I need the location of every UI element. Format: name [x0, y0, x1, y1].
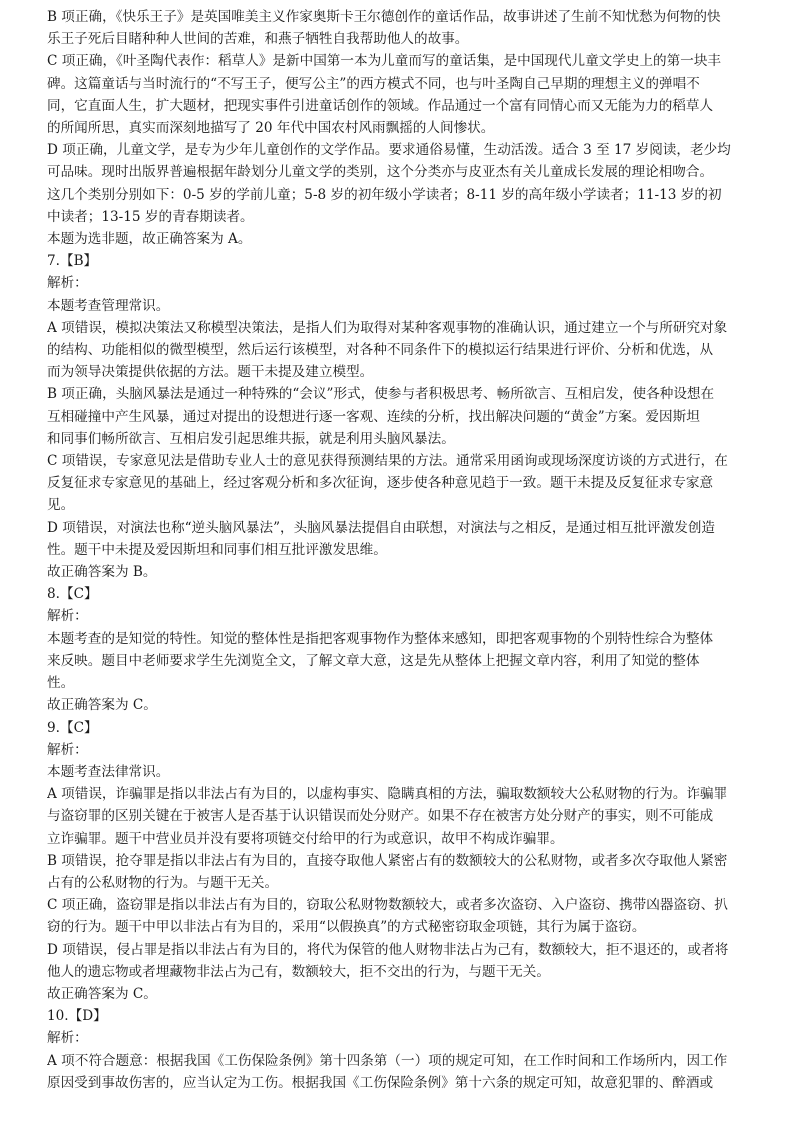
text-line: 9.【C】 [47, 719, 98, 736]
text-line: 8.【C】 [47, 586, 98, 603]
text-line: A 项错误，诈骗罪是指以非法占有为目的，以虚构事实、隐瞒真相的方法，骗取数额较大公私财物的行为。诈骗罪 [47, 786, 728, 803]
text-line: A 项不符合题意：根据我国《工伤保险条例》第十四条第（一）项的规定可知，在工作时间和工作场所内，因工作 [47, 1052, 728, 1069]
text-line: 解析： [47, 741, 88, 758]
text-line: 故正确答案为 B。 [47, 564, 157, 581]
text-line: 故正确答案为 C。 [47, 697, 157, 714]
text-line: C 项正确，盗窃罪是指以非法占有为目的，窃取公私财物数额较大，或者多次盗窃、入户盗窃、携带凶器盗窃、扒 [47, 897, 728, 914]
text-line: 的结构、功能相似的微型模型，然后运行该模型，对各种不同条件下的模拟运行结果进行评价、分析和优选，从 [47, 342, 714, 359]
text-line: 来反映。题目中老师要求学生先浏览全文，了解文章大意，这是先从整体上把握文章内容，利用了知觉的整体 [47, 652, 700, 669]
text-line: 性。题干中未提及爱因斯坦和同事们相互批评激发思维。 [47, 541, 387, 558]
text-line: 而为领导决策提供依据的方法。题干未提及建立模型。 [47, 364, 374, 381]
text-line: 7.【B】 [47, 253, 98, 270]
text-line: 乐王子死后目睹种种人世间的苦难，和燕子牺牲自我帮助他人的故事。 [47, 31, 469, 48]
text-line: 碑。这篇童话与当时流行的“不写王子，便写公主”的西方模式不同，也与叶圣陶自己早期的理想主义的弹唱不 [47, 75, 700, 92]
text-line: 故正确答案为 C。 [47, 985, 157, 1002]
text-line: 解析： [47, 275, 88, 292]
text-line: B 项错误，抢夺罪是指以非法占有为目的，直接夺取他人紧密占有的数额较大的公私财物，或者多次夺取他人紧密 [47, 852, 728, 869]
text-line: 中读者；13-15 岁的青春期读者。 [47, 208, 254, 225]
text-line: B 项正确，头脑风暴法是通过一种特殊的“会议”形式，使参与者积极思考、畅所欲言、互相启发，使各种设想在 [47, 386, 715, 403]
text-line: C 项正确，《叶圣陶代表作：稻草人》是新中国第一本为儿童而写的童话集，是中国现代儿童文学史上的第一块丰 [47, 53, 722, 70]
text-line: D 项错误，侵占罪是指以非法占有为目的，将代为保管的他人财物非法占为己有，数额较大，拒不退还的，或者将 [47, 941, 729, 958]
text-line: 互相碰撞中产生风暴，通过对提出的设想进行逐一客观、连续的分析，找出解决问题的“黄金”方案。爱因斯坦 [47, 408, 700, 425]
text-line: 反复征求专家意见的基础上，经过客观分析和多次征询，逐步使各种意见趋于一致。题干未提及反复征求专家意 [47, 475, 714, 492]
text-line: 可品味。现时出版界普遍根据年龄划分儿童文学的类别，这个分类亦与皮亚杰有关儿童成长发展的理论相吻合。 [47, 164, 714, 181]
text-line: D 项正确，儿童文学，是专为少年儿童创作的文学作品。要求通俗易懂，生动活泼。适合 3 至 17 岁阅读，老少均 [47, 142, 731, 159]
text-line: 10.【D】 [47, 1008, 107, 1025]
text-line: 这几个类别分别如下：0-5 岁的学前儿童；5-8 岁的初年级小学读者；8-11 岁的高年级小学读者；11-13 岁的初 [47, 186, 722, 203]
text-line: 和同事们畅所欲言、互相启发引起思维共振，就是利用头脑风暴法。 [47, 430, 455, 447]
text-line: 他人的遗忘物或者埋藏物非法占为己有，数额较大，拒不交出的行为，与题干无关。 [47, 963, 550, 980]
text-line: 窃的行为。题干中甲以非法占有为目的，采用“以假换真”的方式秘密窃取金项链，其行为属于盗窃。 [47, 919, 646, 936]
text-line: 立诈骗罪。题干中营业员并没有要将项链交付给甲的行为或意识，故甲不构成诈骗罪。 [47, 830, 564, 847]
text-line: A 项错误，模拟决策法又称模型决策法，是指人们为取得对某种客观事物的准确认识，通过建立一个与所研究对象 [47, 319, 728, 336]
text-line: 的所闻所思，真实而深刻地描写了 20 年代中国农村风雨飘摇的人间惨状。 [47, 120, 495, 137]
text-line: 本题考查法律常识。 [47, 763, 170, 780]
text-line: 本题为选非题，故正确答案为 A。 [47, 231, 252, 248]
text-line: 性。 [47, 675, 75, 692]
text-line: 原因受到事故伤害的，应当认定为工伤。根据我国《工伤保险条例》第十六条的规定可知，故意犯罪的、醉酒或 [47, 1074, 714, 1091]
text-line: 见。 [47, 497, 75, 514]
text-line: 本题考查的是知觉的特性。知觉的整体性是指把客观事物作为整体来感知，即把客观事物的个别特性综合为整体 [47, 630, 714, 647]
text-line: 同，它直面人生，扩大题材，把现实事件引进童话创作的领域。作品通过一个富有同情心而又无能为力的稻草人 [47, 97, 714, 114]
text-line: B 项正确，《快乐王子》是英国唯美主义作家奥斯卡王尔德创作的童话作品，故事讲述了生前不知忧愁为何物的快 [47, 9, 721, 25]
text-line: 本题考查管理常识。 [47, 297, 170, 314]
text-line: 解析： [47, 1030, 88, 1047]
text-line: 占有的公私财物的行为。与题干无关。 [47, 874, 279, 891]
text-line: C 项错误，专家意见法是借助专业人士的意见获得预测结果的方法。通常采用函询或现场深度访谈的方式进行，在 [47, 453, 728, 470]
text-line: 与盗窃罪的区别关键在于被害人是否基于认识错误而处分财产。如果不存在被害方处分财产的事实，则不可能成 [47, 808, 714, 825]
text-line: D 项错误，对演法也称“逆头脑风暴法”，头脑风暴法提倡自由联想，对演法与之相反，是通过相互批评激发创造 [47, 519, 716, 536]
text-line: 解析： [47, 608, 88, 625]
